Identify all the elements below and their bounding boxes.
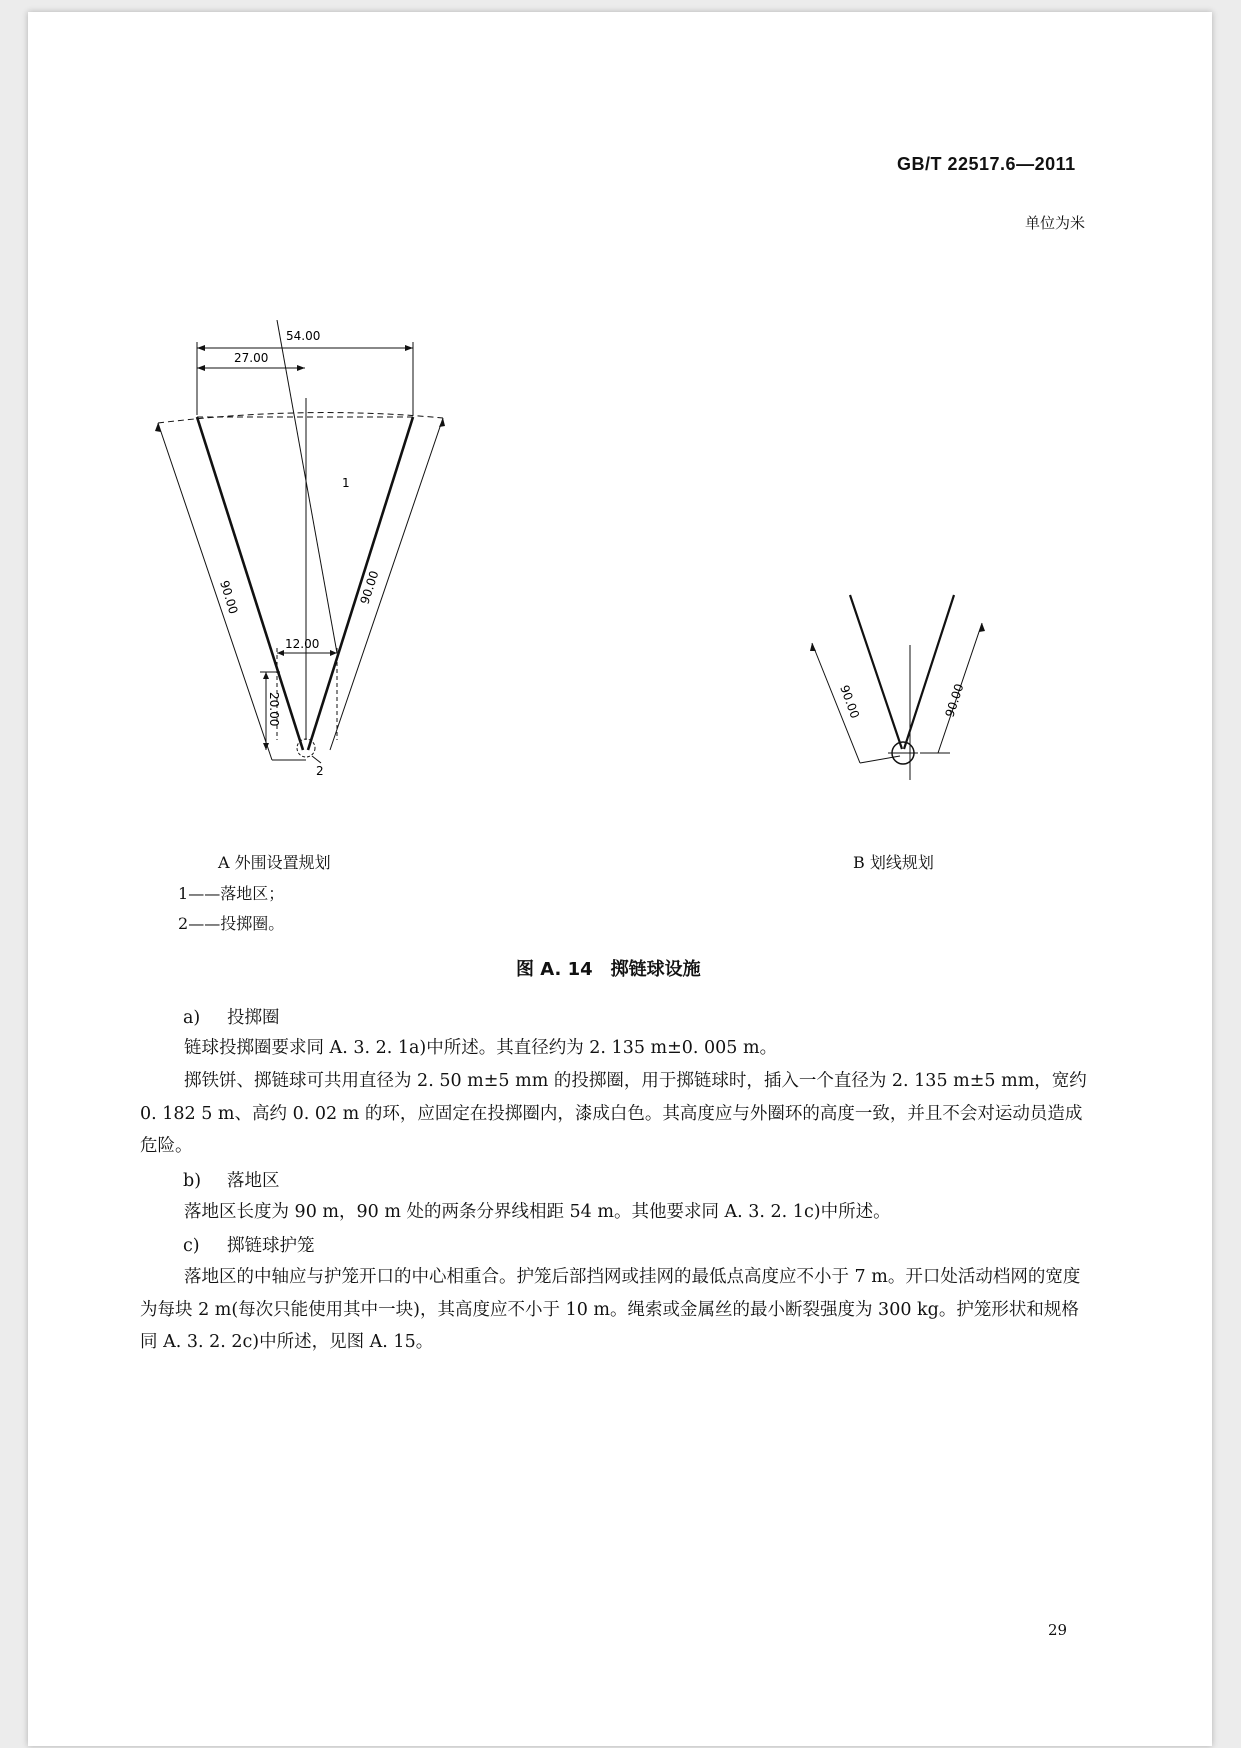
section-b-paragraph-1: 落地区长度为 90 m，90 m 处的两条分界线相距 54 m。其他要求同 A. 3. 2. 1c)中所述。	[184, 1202, 891, 1222]
dim-27: 27.00	[234, 351, 269, 365]
section-a-label: a)	[183, 1008, 201, 1028]
figure-a-caption: A 外围设置规划	[218, 853, 331, 872]
legend-item-2	[178, 911, 284, 934]
section-c-paragraph-1: 落地区的中轴应与护笼开口的中心相重合。护笼后部挡网或挂网的最低点高度应不小于 7 m。开口处活动档网的宽度为每块 2 m(每次只能使用其中一块)，其高度应不小于 10 m。绳索或金属丝的最小断裂强度为 300 kg。护笼形状和规格同 A. 3. 2. 2c)中所述，见图 A. 15。	[140, 1267, 1081, 1352]
legend-text-1: ——落地区；	[188, 884, 285, 903]
figure-b-dim-left: 90.00	[837, 683, 863, 721]
section-c-heading	[183, 1232, 315, 1257]
figure-b-line-diagram	[800, 585, 1000, 785]
standard-number: GB/T 22517.6—2011	[897, 154, 1076, 174]
section-c-title: 掷链球护笼	[227, 1236, 315, 1256]
figure-a-sector-diagram	[140, 320, 460, 790]
dim-54: 54.00	[286, 329, 321, 343]
label-landing-zone: 1	[342, 476, 350, 490]
figure-title: 图 A. 14 掷链球设施	[516, 959, 701, 980]
dim-left-90: 90.00	[217, 578, 241, 616]
label-throwing-circle: 2	[316, 764, 324, 778]
unit-note: 单位为米	[1025, 214, 1086, 232]
dim-right-90: 90.00	[357, 568, 382, 606]
section-b-heading	[183, 1167, 280, 1192]
figure-b-caption: B 划线规划	[853, 853, 934, 872]
section-a-paragraph-2: 掷铁饼、掷链球可共用直径为 2. 50 m±5 mm 的投掷圈，用于掷链球时，插入一个直径为 2. 135 m±5 mm，宽约 0. 182 5 m、高约 0. 02 m 的环，应固定在投掷圈内，漆成白色。其高度应与外圈环的高度一致，并且不会对运动员造成危险。	[140, 1071, 1087, 1156]
section-a-title: 投掷圈	[227, 1008, 280, 1028]
legend-text-2: ——投掷圈。	[188, 914, 285, 933]
section-c-label: c)	[183, 1236, 200, 1256]
dim-12: 12.00	[285, 637, 320, 651]
legend-key-2: 2	[178, 914, 189, 933]
legend-key-1: 1	[178, 884, 189, 903]
dim-20: 20.00	[267, 692, 281, 727]
section-b-label: b)	[183, 1171, 202, 1191]
section-a-paragraph-1: 链球投掷圈要求同 A. 3. 2. 1a)中所述。其直径约为 2. 135 m±0. 005 m。	[184, 1038, 778, 1058]
legend-item-1	[178, 881, 284, 904]
page-number: 29	[1048, 1621, 1068, 1639]
document-page	[28, 12, 1212, 1746]
section-a-heading	[183, 1004, 280, 1029]
section-b-title: 落地区	[227, 1171, 280, 1191]
figure-b-dim-right: 90.00	[942, 681, 967, 719]
